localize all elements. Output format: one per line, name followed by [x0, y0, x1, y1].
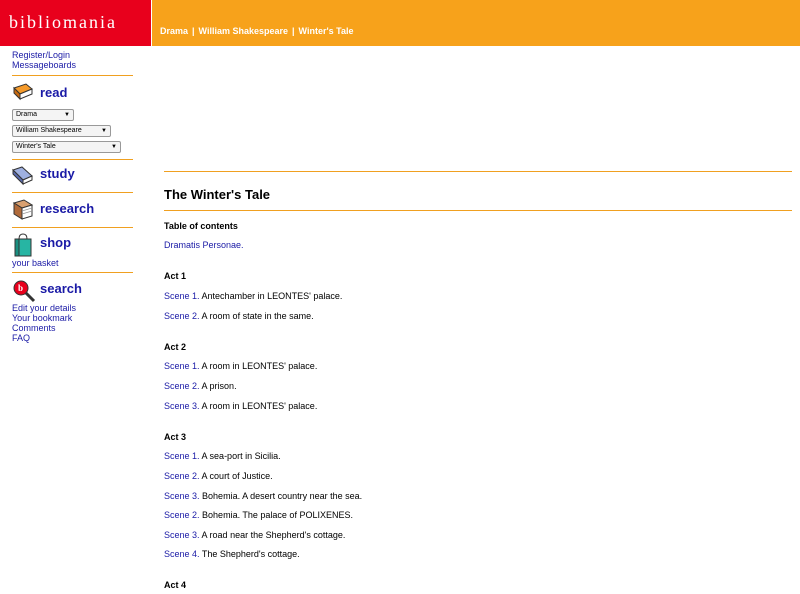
act-heading: Act 3 [164, 432, 187, 442]
scene-link[interactable]: Scene 3. [164, 530, 200, 540]
scene-link[interactable]: Scene 2. [164, 471, 200, 481]
research-book-icon [12, 199, 34, 223]
breadcrumb-bar [152, 0, 800, 46]
scene-link[interactable]: Scene 3. [164, 401, 200, 411]
breadcrumb [160, 26, 353, 36]
research-title[interactable]: research [40, 201, 95, 216]
scene-link[interactable]: Scene 2. [164, 311, 200, 321]
scene-row [164, 530, 345, 540]
magnifier-icon [12, 279, 36, 305]
breadcrumb-separator: | [292, 26, 295, 36]
scene-row [164, 361, 317, 371]
scene-description: Bohemia. A desert country near the sea. [202, 491, 363, 501]
toc-heading: Table of contents [164, 221, 238, 231]
breadcrumb-drama[interactable]: Drama [160, 26, 189, 36]
breadcrumb-separator: | [192, 26, 195, 36]
logo-text: bibliomania [9, 12, 117, 32]
act-heading: Act 4 [164, 580, 187, 590]
scene-description: A prison. [201, 381, 237, 391]
search-title[interactable]: search [40, 281, 82, 296]
read-title[interactable]: read [40, 85, 68, 100]
book-icon [12, 83, 34, 105]
divider [164, 171, 792, 172]
your-basket-link[interactable]: your basket [12, 258, 59, 268]
scene-link[interactable]: Scene 1. [164, 361, 200, 371]
scene-link[interactable]: Scene 4. [164, 549, 200, 559]
edit-details-link[interactable]: Edit your details [12, 303, 77, 313]
divider [164, 210, 792, 211]
scene-link[interactable]: Scene 1. [164, 451, 200, 461]
scene-row [164, 549, 300, 559]
genre-select[interactable]: Drama ▼ [12, 109, 74, 121]
divider [12, 272, 133, 273]
your-bookmark-link[interactable]: Your bookmark [12, 313, 73, 323]
divider [12, 227, 133, 228]
scene-link[interactable]: Scene 2. [164, 381, 200, 391]
scene-row [164, 491, 362, 501]
faq-link[interactable]: FAQ [12, 333, 31, 343]
scene-row [164, 401, 317, 411]
scene-link[interactable]: Scene 2. [164, 510, 200, 520]
study-book-icon [12, 166, 34, 188]
study-title[interactable]: study [40, 166, 75, 181]
shop-section[interactable] [12, 229, 134, 257]
scene-description: A court of Justice. [201, 471, 273, 481]
work-select[interactable]: Winter's Tale ▼ [12, 141, 121, 153]
scene-row [164, 471, 273, 481]
scene-row [164, 311, 314, 321]
scene-description: A sea-port in Sicilia. [201, 451, 281, 461]
divider [12, 192, 133, 193]
shop-title[interactable]: shop [40, 235, 72, 250]
register-login-link[interactable]: Register/Login [12, 50, 71, 60]
comments-link[interactable]: Comments [12, 323, 56, 333]
scene-description: A room in LEONTES' palace. [201, 361, 318, 371]
scene-link[interactable]: Scene 3. [164, 491, 200, 501]
study-section[interactable] [12, 162, 134, 190]
site-logo[interactable] [0, 0, 151, 46]
act-heading: Act 2 [164, 342, 187, 352]
top-bar [0, 0, 800, 46]
messageboards-link[interactable]: Messageboards [12, 60, 77, 70]
divider [12, 159, 133, 160]
research-section[interactable] [12, 195, 134, 223]
page-title: The Winter's Tale [164, 187, 271, 202]
shopping-bag-icon [12, 233, 34, 259]
scene-description: A room in LEONTES' palace. [201, 401, 318, 411]
divider [12, 75, 133, 76]
svg-text:b: b [18, 283, 24, 293]
sidebar [12, 50, 134, 343]
scene-description: Bohemia. The palace of POLIXENES. [202, 510, 353, 520]
scene-description: A road near the Shepherd's cottage. [201, 530, 346, 540]
scene-description: A room of state in the same. [201, 311, 314, 321]
dramatis-personae-link[interactable]: Dramatis Personae. [164, 240, 244, 250]
breadcrumb-author[interactable]: William Shakespeare [198, 26, 289, 36]
scene-description: Antechamber in LEONTES' palace. [201, 291, 343, 301]
scene-link[interactable]: Scene 1. [164, 291, 200, 301]
scene-row [164, 451, 281, 461]
scene-row [164, 291, 342, 301]
scene-row [164, 510, 353, 520]
author-select[interactable]: William Shakespeare ▼ [12, 125, 111, 137]
scene-row [164, 381, 237, 391]
act-heading: Act 1 [164, 271, 187, 281]
breadcrumb-work[interactable]: Winter's Tale [298, 26, 354, 36]
scene-description: The Shepherd's cottage. [201, 549, 300, 559]
read-section[interactable] [12, 79, 134, 107]
search-section[interactable] [12, 275, 134, 303]
